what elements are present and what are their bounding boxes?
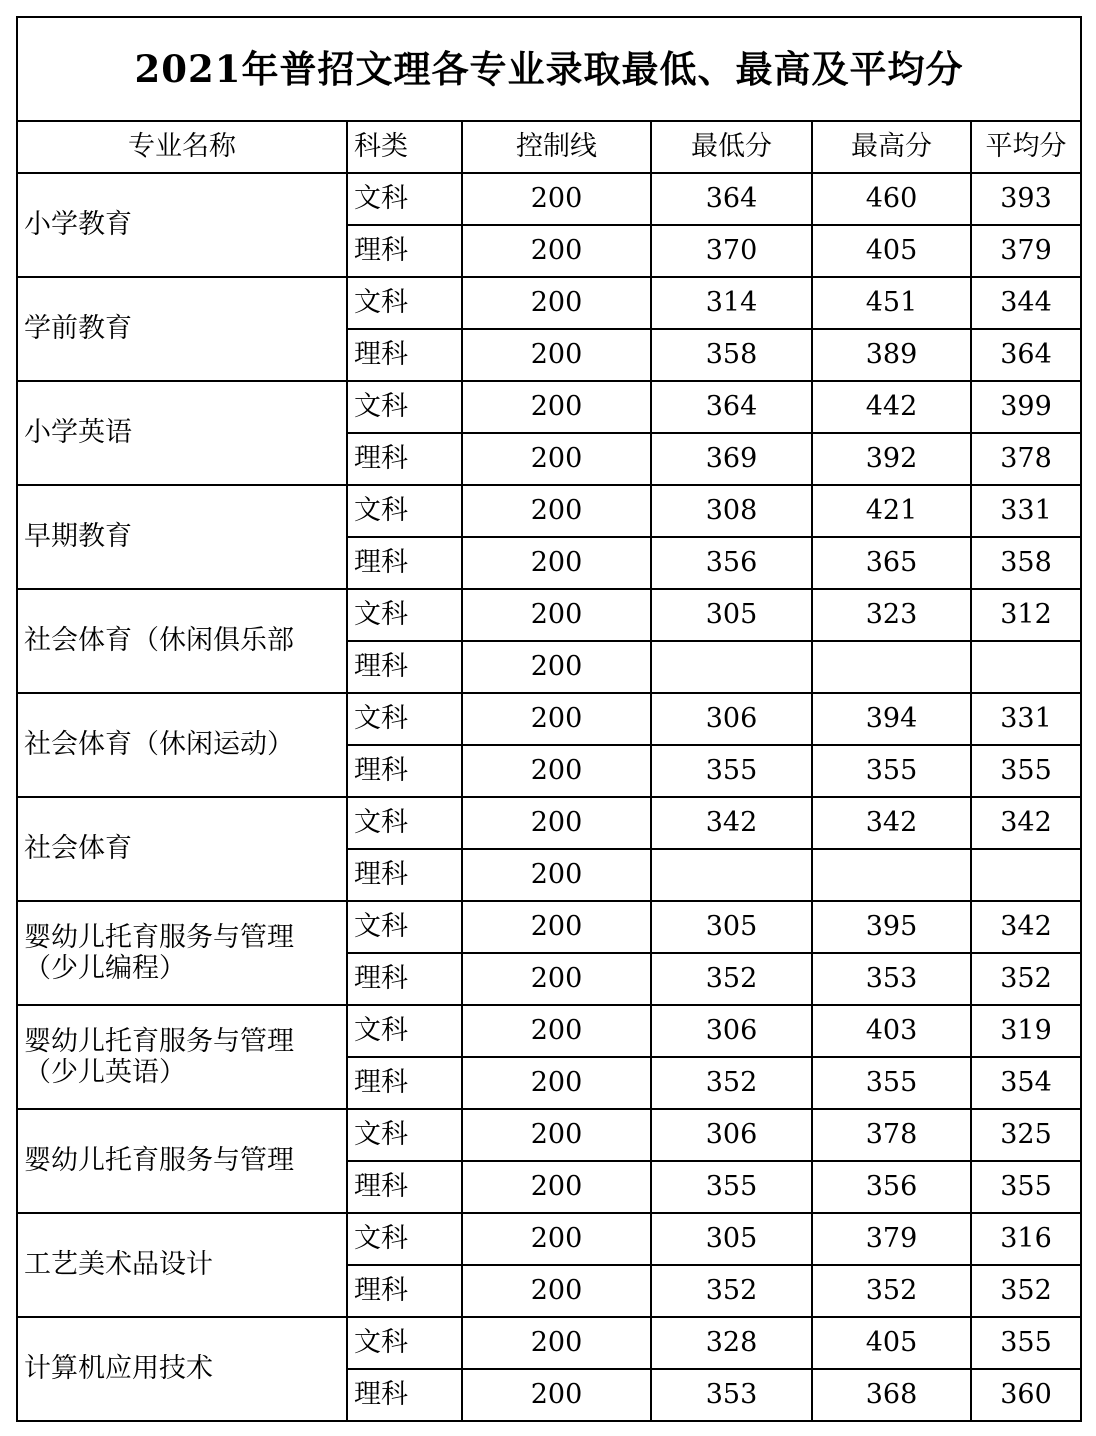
kelei-cell: 理科: [347, 1265, 462, 1317]
kelei-cell: 文科: [347, 1213, 462, 1265]
control-line-cell: 200: [462, 1265, 651, 1317]
avg-score-cell: [971, 849, 1081, 901]
kelei-cell: 理科: [347, 1369, 462, 1421]
major-name-cell: 婴幼儿托育服务与管理（少儿英语）: [17, 1005, 347, 1109]
max-score-cell: 389: [812, 329, 971, 381]
max-score-cell: 451: [812, 277, 971, 329]
header-row: [17, 121, 1081, 173]
control-line-cell: 200: [462, 277, 651, 329]
major-name-cell: 小学教育: [17, 173, 347, 277]
kelei-cell: 文科: [347, 381, 462, 433]
max-score-cell: 405: [812, 1317, 971, 1369]
table-row: [17, 381, 1081, 433]
avg-score-cell: 342: [971, 901, 1081, 953]
control-line-cell: 200: [462, 1317, 651, 1369]
avg-score-cell: 342: [971, 797, 1081, 849]
max-score-cell: 352: [812, 1265, 971, 1317]
max-score-cell: [812, 849, 971, 901]
major-name-cell: 计算机应用技术: [17, 1317, 347, 1421]
table-row: [17, 1109, 1081, 1161]
min-score-cell: 308: [651, 485, 812, 537]
min-score-cell: 314: [651, 277, 812, 329]
min-score-cell: 364: [651, 381, 812, 433]
max-score-cell: 421: [812, 485, 971, 537]
control-line-cell: 200: [462, 953, 651, 1005]
kelei-cell: 理科: [347, 745, 462, 797]
min-score-cell: [651, 641, 812, 693]
header-min: 最低分: [651, 121, 812, 173]
min-score-cell: 352: [651, 1265, 812, 1317]
header-major: 专业名称: [17, 121, 347, 173]
kelei-cell: 文科: [347, 1005, 462, 1057]
min-score-cell: 353: [651, 1369, 812, 1421]
avg-score-cell: 355: [971, 745, 1081, 797]
min-score-cell: 352: [651, 953, 812, 1005]
min-score-cell: 364: [651, 173, 812, 225]
min-score-cell: 355: [651, 745, 812, 797]
max-score-cell: 405: [812, 225, 971, 277]
kelei-cell: 文科: [347, 1317, 462, 1369]
table-row: [17, 485, 1081, 537]
max-score-cell: 394: [812, 693, 971, 745]
kelei-cell: 理科: [347, 433, 462, 485]
major-name-cell: 社会体育: [17, 797, 347, 901]
min-score-cell: 306: [651, 1005, 812, 1057]
min-score-cell: 358: [651, 329, 812, 381]
major-name-cell: 工艺美术品设计: [17, 1213, 347, 1317]
kelei-cell: 理科: [347, 225, 462, 277]
control-line-cell: 200: [462, 641, 651, 693]
kelei-cell: 理科: [347, 953, 462, 1005]
max-score-cell: [812, 641, 971, 693]
avg-score-cell: 352: [971, 953, 1081, 1005]
control-line-cell: 200: [462, 901, 651, 953]
table-row: [17, 173, 1081, 225]
kelei-cell: 文科: [347, 901, 462, 953]
min-score-cell: 328: [651, 1317, 812, 1369]
major-name-cell: 社会体育（休闲俱乐部: [17, 589, 347, 693]
major-name-cell: 婴幼儿托育服务与管理（少儿编程）: [17, 901, 347, 1005]
table-row: [17, 797, 1081, 849]
major-name-cell: 婴幼儿托育服务与管理: [17, 1109, 347, 1213]
max-score-cell: 355: [812, 745, 971, 797]
control-line-cell: 200: [462, 797, 651, 849]
avg-score-cell: 312: [971, 589, 1081, 641]
avg-score-cell: 316: [971, 1213, 1081, 1265]
table-row: [17, 589, 1081, 641]
avg-score-cell: 364: [971, 329, 1081, 381]
kelei-cell: 理科: [347, 641, 462, 693]
avg-score-cell: [971, 641, 1081, 693]
avg-score-cell: 393: [971, 173, 1081, 225]
min-score-cell: 356: [651, 537, 812, 589]
kelei-cell: 文科: [347, 1109, 462, 1161]
control-line-cell: 200: [462, 1109, 651, 1161]
min-score-cell: 352: [651, 1057, 812, 1109]
avg-score-cell: 355: [971, 1161, 1081, 1213]
max-score-cell: 442: [812, 381, 971, 433]
control-line-cell: 200: [462, 693, 651, 745]
max-score-cell: 368: [812, 1369, 971, 1421]
major-name-cell: 早期教育: [17, 485, 347, 589]
table-row: [17, 1317, 1081, 1369]
avg-score-cell: 358: [971, 537, 1081, 589]
max-score-cell: 365: [812, 537, 971, 589]
min-score-cell: 369: [651, 433, 812, 485]
kelei-cell: 文科: [347, 797, 462, 849]
table-title: 2021年普招文理各专业录取最低、最高及平均分: [17, 17, 1081, 121]
min-score-cell: 370: [651, 225, 812, 277]
avg-score-cell: 355: [971, 1317, 1081, 1369]
min-score-cell: 306: [651, 1109, 812, 1161]
avg-score-cell: 379: [971, 225, 1081, 277]
score-table: [16, 16, 1082, 1422]
max-score-cell: 395: [812, 901, 971, 953]
major-name-cell: 小学英语: [17, 381, 347, 485]
control-line-cell: 200: [462, 485, 651, 537]
kelei-cell: 文科: [347, 173, 462, 225]
avg-score-cell: 331: [971, 485, 1081, 537]
kelei-cell: 理科: [347, 329, 462, 381]
max-score-cell: 323: [812, 589, 971, 641]
score-table-sheet: [16, 16, 1082, 1422]
avg-score-cell: 378: [971, 433, 1081, 485]
control-line-cell: 200: [462, 849, 651, 901]
min-score-cell: [651, 849, 812, 901]
kelei-cell: 文科: [347, 277, 462, 329]
max-score-cell: 379: [812, 1213, 971, 1265]
avg-score-cell: 399: [971, 381, 1081, 433]
avg-score-cell: 325: [971, 1109, 1081, 1161]
control-line-cell: 200: [462, 225, 651, 277]
avg-score-cell: 319: [971, 1005, 1081, 1057]
table-row: [17, 1213, 1081, 1265]
max-score-cell: 355: [812, 1057, 971, 1109]
max-score-cell: 392: [812, 433, 971, 485]
kelei-cell: 理科: [347, 1161, 462, 1213]
min-score-cell: 342: [651, 797, 812, 849]
header-max: 最高分: [812, 121, 971, 173]
control-line-cell: 200: [462, 1005, 651, 1057]
control-line-cell: 200: [462, 433, 651, 485]
kelei-cell: 理科: [347, 849, 462, 901]
kelei-cell: 理科: [347, 1057, 462, 1109]
max-score-cell: 356: [812, 1161, 971, 1213]
header-kelei: 科类: [347, 121, 462, 173]
avg-score-cell: 344: [971, 277, 1081, 329]
table-row: [17, 693, 1081, 745]
control-line-cell: 200: [462, 329, 651, 381]
avg-score-cell: 331: [971, 693, 1081, 745]
control-line-cell: 200: [462, 1369, 651, 1421]
min-score-cell: 305: [651, 901, 812, 953]
control-line-cell: 200: [462, 537, 651, 589]
max-score-cell: 353: [812, 953, 971, 1005]
max-score-cell: 342: [812, 797, 971, 849]
control-line-cell: 200: [462, 745, 651, 797]
kelei-cell: 文科: [347, 693, 462, 745]
max-score-cell: 403: [812, 1005, 971, 1057]
kelei-cell: 文科: [347, 589, 462, 641]
max-score-cell: 460: [812, 173, 971, 225]
avg-score-cell: 354: [971, 1057, 1081, 1109]
min-score-cell: 306: [651, 693, 812, 745]
major-name-cell: 学前教育: [17, 277, 347, 381]
header-control: 控制线: [462, 121, 651, 173]
table-row: [17, 901, 1081, 953]
header-avg: 平均分: [971, 121, 1081, 173]
table-row: [17, 1005, 1081, 1057]
kelei-cell: 文科: [347, 485, 462, 537]
table-row: [17, 277, 1081, 329]
avg-score-cell: 352: [971, 1265, 1081, 1317]
control-line-cell: 200: [462, 1161, 651, 1213]
kelei-cell: 理科: [347, 537, 462, 589]
control-line-cell: 200: [462, 589, 651, 641]
control-line-cell: 200: [462, 173, 651, 225]
major-name-cell: 社会体育（休闲运动）: [17, 693, 347, 797]
control-line-cell: 200: [462, 381, 651, 433]
control-line-cell: 200: [462, 1213, 651, 1265]
min-score-cell: 305: [651, 1213, 812, 1265]
control-line-cell: 200: [462, 1057, 651, 1109]
min-score-cell: 355: [651, 1161, 812, 1213]
min-score-cell: 305: [651, 589, 812, 641]
max-score-cell: 378: [812, 1109, 971, 1161]
avg-score-cell: 360: [971, 1369, 1081, 1421]
